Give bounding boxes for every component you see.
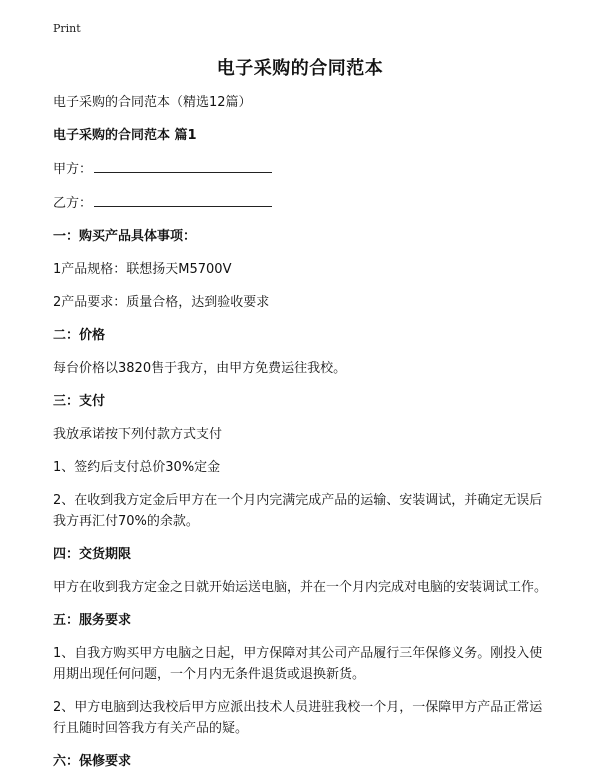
document-title: 电子采购的合同范本 bbox=[216, 58, 384, 79]
clause-1-item-1: 1产品规格：联想扬天M5700V bbox=[53, 262, 232, 277]
party-a-label: 甲方： bbox=[53, 162, 93, 177]
clause-5-item-2: 2、甲方电脑到达我校后甲方应派出技术人员进驻我校一个月，一保障甲方产品正常运行且随时回答我方有关产品的疑。 bbox=[53, 700, 543, 736]
clause-3-heading: 三：支付 bbox=[53, 394, 106, 409]
party-a-blank bbox=[94, 158, 272, 173]
clause-5-heading: 五：服务要求 bbox=[53, 613, 132, 628]
clause-3-item-2: 2、在收到我方定金后甲方在一个月内完满完成产品的运输、安装调试，并确定无误后我方再汇付70%的余款。 bbox=[53, 493, 543, 529]
document-body bbox=[53, 92, 553, 784]
document-subtitle: 电子采购的合同范本（精选12篇） bbox=[53, 95, 252, 110]
party-a-line bbox=[53, 158, 553, 180]
clause-3-text: 我放承诺按下列付款方式支付 bbox=[53, 427, 223, 442]
print-link[interactable]: Print bbox=[53, 22, 81, 35]
clause-6-heading: 六：保修要求 bbox=[53, 754, 132, 769]
party-b-blank bbox=[94, 192, 272, 207]
party-b-label: 乙方： bbox=[53, 196, 93, 211]
clause-5-item-1: 1、自我方购买甲方电脑之日起，甲方保障对其公司产品履行三年保修义务。刚投入使用期出现任何问题，一个月内无条件退货或退换新货。 bbox=[53, 646, 543, 682]
clause-4-text: 甲方在收到我方定金之日就开始运送电脑，并在一个月内完成对电脑的安装调试工作。 bbox=[53, 580, 548, 595]
clause-1-heading: 一：购买产品具体事项： bbox=[53, 229, 197, 244]
clause-2-heading: 二：价格 bbox=[53, 328, 106, 343]
clause-2-text: 每台价格以3820售于我方，由甲方免费运往我校。 bbox=[53, 361, 347, 376]
section-heading: 电子采购的合同范本 篇1 bbox=[53, 128, 197, 143]
clause-3-item-1: 1、签约后支付总价30%定金 bbox=[53, 460, 221, 475]
party-b-line bbox=[53, 192, 553, 214]
clause-1-item-2: 2产品要求：质量合格，达到验收要求 bbox=[53, 295, 270, 310]
clause-4-heading: 四：交货期限 bbox=[53, 547, 132, 562]
